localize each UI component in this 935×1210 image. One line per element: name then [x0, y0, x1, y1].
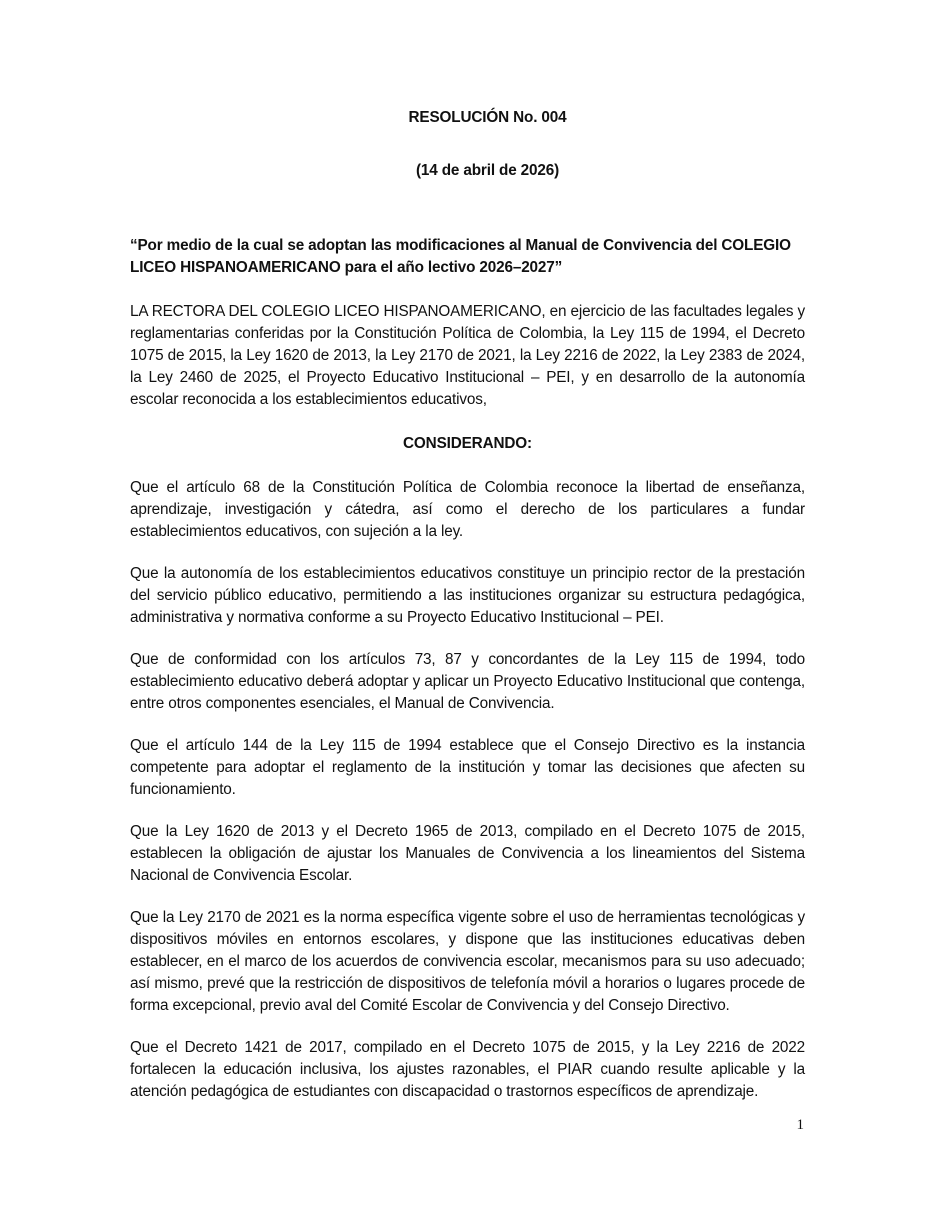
- considerando-paragraph: Que de conformidad con los artículos 73, 87 y concordantes de la Ley 115 de 1994, todo establecimiento educativo deberá adoptar y aplicar un Proyecto Educativo Institucional que contenga, entre otros componentes esenciales, el Manual de Convivencia.: [130, 651, 805, 712]
- resolution-number: RESOLUCIÓN No. 004: [408, 109, 567, 126]
- considerando-paragraph: Que el artículo 68 de la Constitución Política de Colombia reconoce la libertad de enseñanza, aprendizaje, investigación y cátedra, así como el derecho de los particulares a fundar establecimientos educativos, con sujeción a la ley.: [130, 479, 805, 540]
- considerando-paragraph: Que la Ley 1620 de 2013 y el Decreto 1965 de 2013, compilado en el Decreto 1075 de 2015, establecen la obligación de ajustar los Manuales de Convivencia a los lineamientos del Sistema Nacional de Convivencia Escolar.: [130, 823, 805, 884]
- document-body: [130, 107, 805, 1103]
- resolution-date: (14 de abril de 2026): [415, 162, 560, 179]
- considerando-heading: CONSIDERANDO:: [403, 435, 532, 452]
- considerando-paragraph: Que la Ley 2170 de 2021 es la norma específica vigente sobre el uso de herramientas tecnológicas y dispositivos móviles en entornos escolares, y dispone que las instituciones educativas deben establecer, en el marco de los acuerdos de convivencia escolar, mecanismos para su uso adecuado; así mismo, prevé que la restricción de dispositivos de telefonía móvil a horarios o lugares procede de forma excepcional, previo aval del Comité Escolar de Convivencia y del Consejo Directivo.: [130, 909, 805, 1014]
- considerando-paragraph: Que el Decreto 1421 de 2017, compilado en el Decreto 1075 de 2015, y la Ley 2216 de 2022 fortalecen la educación inclusiva, los ajustes razonables, el PIAR cuando resulte aplicable y la atención pedagógica de estudiantes con discapacidad o trastornos específicos de aprendizaje.: [130, 1039, 805, 1100]
- considerando-paragraph: Que la autonomía de los establecimientos educativos constituye un principio rector de la prestación del servicio público educativo, permitiendo a las instituciones organizar su estructura pedagógica, administrativa y normativa conforme a su Proyecto Educativo Institucional – PEI.: [130, 565, 805, 626]
- page-number: 1: [796, 1117, 804, 1133]
- resolution-title: “Por medio de la cual se adoptan las modificaciones al Manual de Convivencia del COLEGIO LICEO HISPANOAMERICANO para el año lectivo 2026–2027”: [130, 237, 791, 276]
- considerando-paragraph: Que el artículo 144 de la Ley 115 de 1994 establece que el Consejo Directivo es la instancia competente para adoptar el reglamento de la institución y tomar las decisiones que afecten su funcionamiento.: [130, 737, 805, 798]
- preamble-paragraph: LA RECTORA DEL COLEGIO LICEO HISPANOAMERICANO, en ejercicio de las facultades legales y reglamentarias conferidas por la Constitución Política de Colombia, la Ley 115 de 1994, el Decreto 1075 de 2015, la Ley 1620 de 2013, la Ley 2170 de 2021, la Ley 2216 de 2022, la Ley 2383 de 2024, la Ley 2460 de 2025, el Proyecto Educativo Institucional – PEI, y en desarrollo de la autonomía escolar reconocida a los establecimientos educativos,: [130, 303, 805, 408]
